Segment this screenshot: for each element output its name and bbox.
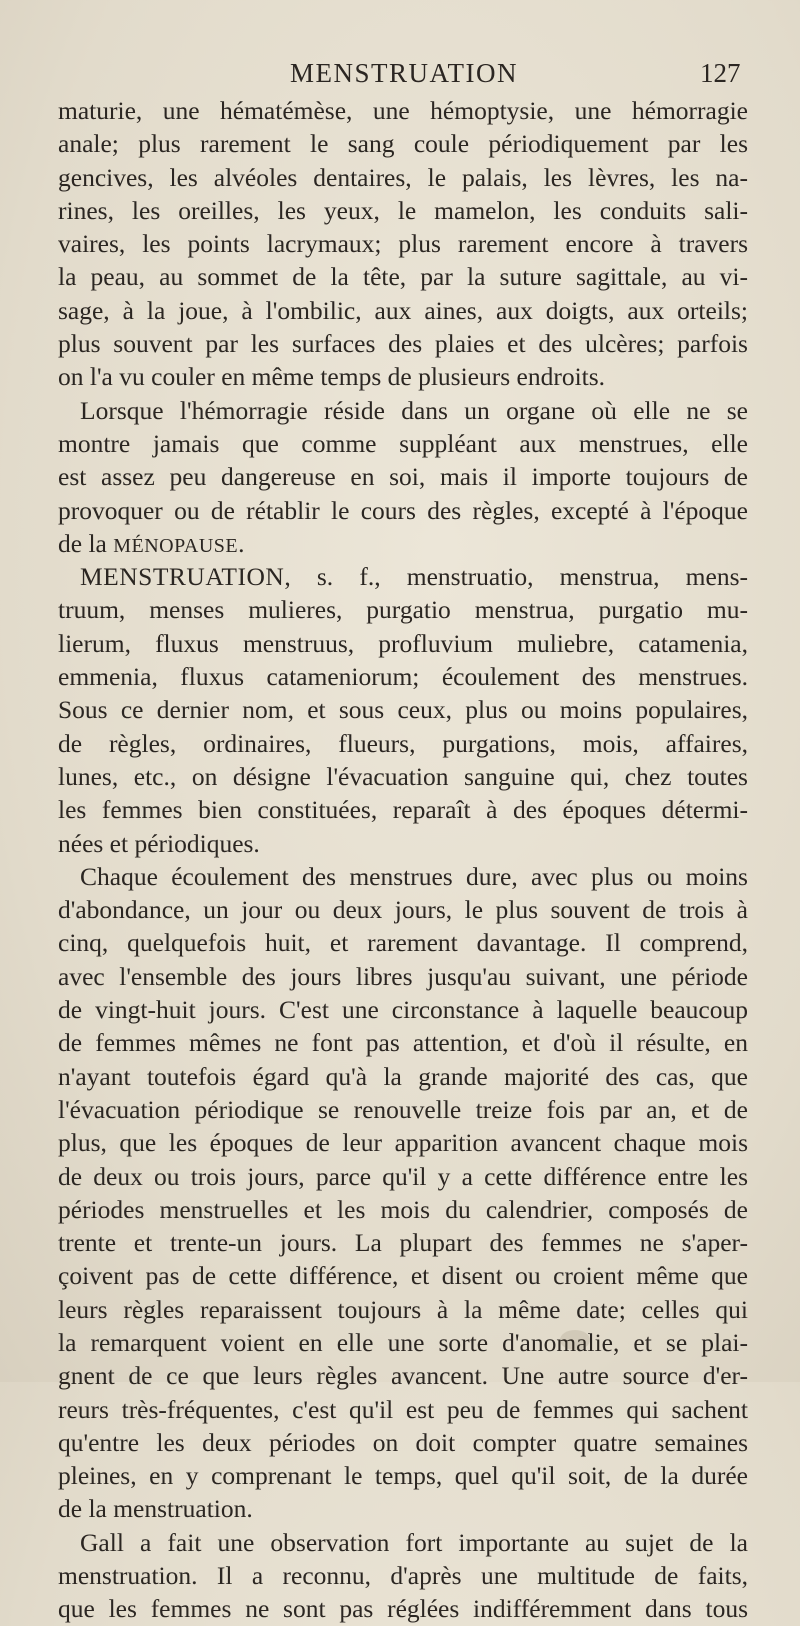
- text-line: de deux ou trois jours, parce qu'il y a cette différence entre les: [58, 1161, 748, 1191]
- text-line: gnent de ce que leurs règles avancent. Une autre source d'er-: [58, 1361, 748, 1391]
- text-line: Gall a fait une observation fort importante au sujet de la: [80, 1527, 748, 1557]
- text-line: n'ayant toutefois égard qu'à la grande majorité des cas, que: [58, 1061, 748, 1091]
- text-line: les femmes bien constituées, reparaît à des époques détermi-: [58, 795, 748, 825]
- text-line: sage, à la joue, à l'ombilic, aux aines, aux doigts, aux orteils;: [58, 295, 748, 325]
- text-line: reurs très-fréquentes, c'est qu'il est peu de femmes qui sachent: [58, 1394, 748, 1424]
- text-line: menstruation. Il a reconnu, d'après une multitude de faits,: [58, 1561, 748, 1591]
- text-line: de femmes mêmes ne font pas attention, et d'où il résulte, en: [58, 1028, 748, 1058]
- crossref-menopause: MÉNOPAUSE: [113, 534, 239, 557]
- text-line-with-crossref: [58, 527, 748, 560]
- text-line: l'évacuation périodique se renouvelle treize fois par an, et de: [58, 1094, 748, 1124]
- text-line: plus souvent par les surfaces des plaies et des ulcères; parfois: [58, 329, 748, 359]
- crossref-prefix: de la: [58, 528, 114, 558]
- text-line: Chaque écoulement des menstrues dure, avec plus ou moins: [80, 861, 748, 891]
- entry-headword: MENSTRUATION: [80, 562, 285, 592]
- text-line: trente et trente-un jours. La plupart des femmes ne s'aper-: [58, 1228, 748, 1258]
- body-text: [58, 94, 748, 1626]
- text-line: de règles, ordinaires, flueurs, purgations, mois, affaires,: [58, 728, 748, 758]
- text-line: lierum, fluxus menstruus, profluvium muliebre, catamenia,: [58, 628, 748, 658]
- page-header: [0, 58, 800, 92]
- entry-headword-line: [58, 560, 748, 593]
- crossref-suffix: .: [238, 528, 245, 558]
- text-line: on l'a vu couler en même temps de plusieurs endroits.: [58, 362, 606, 392]
- text-line: rines, les oreilles, les yeux, le mamelon, les conduits sali-: [58, 195, 748, 225]
- text-line: périodes menstruelles et les mois du calendrier, composés de: [58, 1194, 748, 1224]
- running-head: MENSTRUATION: [290, 58, 519, 88]
- text-line: provoquer ou de rétablir le cours des règles, excepté à l'époque: [58, 495, 748, 525]
- text-line: Lorsque l'hémorragie réside dans un organe où elle ne se: [80, 395, 748, 425]
- text-line: maturie, une hématémèse, une hémoptysie, une hémorragie: [58, 96, 748, 125]
- text-line: anale; plus rarement le sang coule périodiquement par les: [58, 129, 748, 159]
- text-line: avec l'ensemble des jours libres jusqu'au suivant, une période: [58, 961, 748, 991]
- text-line: est assez peu dangereuse en soi, mais il importe toujours de: [58, 462, 748, 492]
- text-line: la peau, au sommet de la tête, par la suture sagittale, au vi-: [58, 262, 748, 292]
- text-line: emmenia, fluxus catameniorum; écoulement des menstrues.: [58, 662, 748, 692]
- paper-stain: [560, 1330, 590, 1350]
- text-line: la remarquent voient en elle une sorte d'anomalie, et se plai-: [58, 1327, 748, 1357]
- text-line: cinq, quelquefois huit, et rarement davantage. Il comprend,: [58, 928, 748, 958]
- text-line: que les femmes ne sont pas réglées indifféremment dans tous: [58, 1594, 748, 1624]
- text-line: gencives, les alvéoles dentaires, le palais, les lèvres, les na-: [58, 162, 748, 192]
- text-line: çoivent pas de cette différence, et disent ou croient même que: [58, 1261, 748, 1291]
- page-number: 127: [700, 58, 741, 88]
- text-line: lunes, etc., on désigne l'évacuation sanguine qui, chez toutes: [58, 761, 748, 791]
- text-line: plus, que les époques de leur apparition avancent chaque mois: [58, 1128, 748, 1158]
- text-line: nées et périodiques.: [58, 828, 260, 858]
- text-line: qu'entre les deux périodes on doit compter quatre semaines: [58, 1427, 748, 1457]
- text-line: truum, menses mulieres, purgatio menstrua, purgatio mu-: [58, 595, 748, 625]
- text-line: montre jamais que comme suppléant aux menstrues, elle: [58, 428, 748, 458]
- text-line: d'abondance, un jour ou deux jours, le plus souvent de trois à: [58, 895, 748, 925]
- text-line: leurs règles reparaissent toujours à la même date; celles qui: [58, 1294, 748, 1324]
- text-line: Sous ce dernier nom, et sous ceux, plus ou moins populaires,: [58, 695, 748, 725]
- text-line: de la menstruation.: [58, 1494, 253, 1524]
- entry-definition-start: , s. f., menstruatio, menstrua, mens-: [284, 562, 748, 592]
- text-line: vaires, les points lacrymaux; plus rarement encore à travers: [58, 229, 748, 259]
- text-line: de vingt-huit jours. C'est une circonstance à laquelle beaucoup: [58, 995, 748, 1025]
- text-line: pleines, en y comprenant le temps, quel qu'il soit, de la durée: [58, 1461, 748, 1491]
